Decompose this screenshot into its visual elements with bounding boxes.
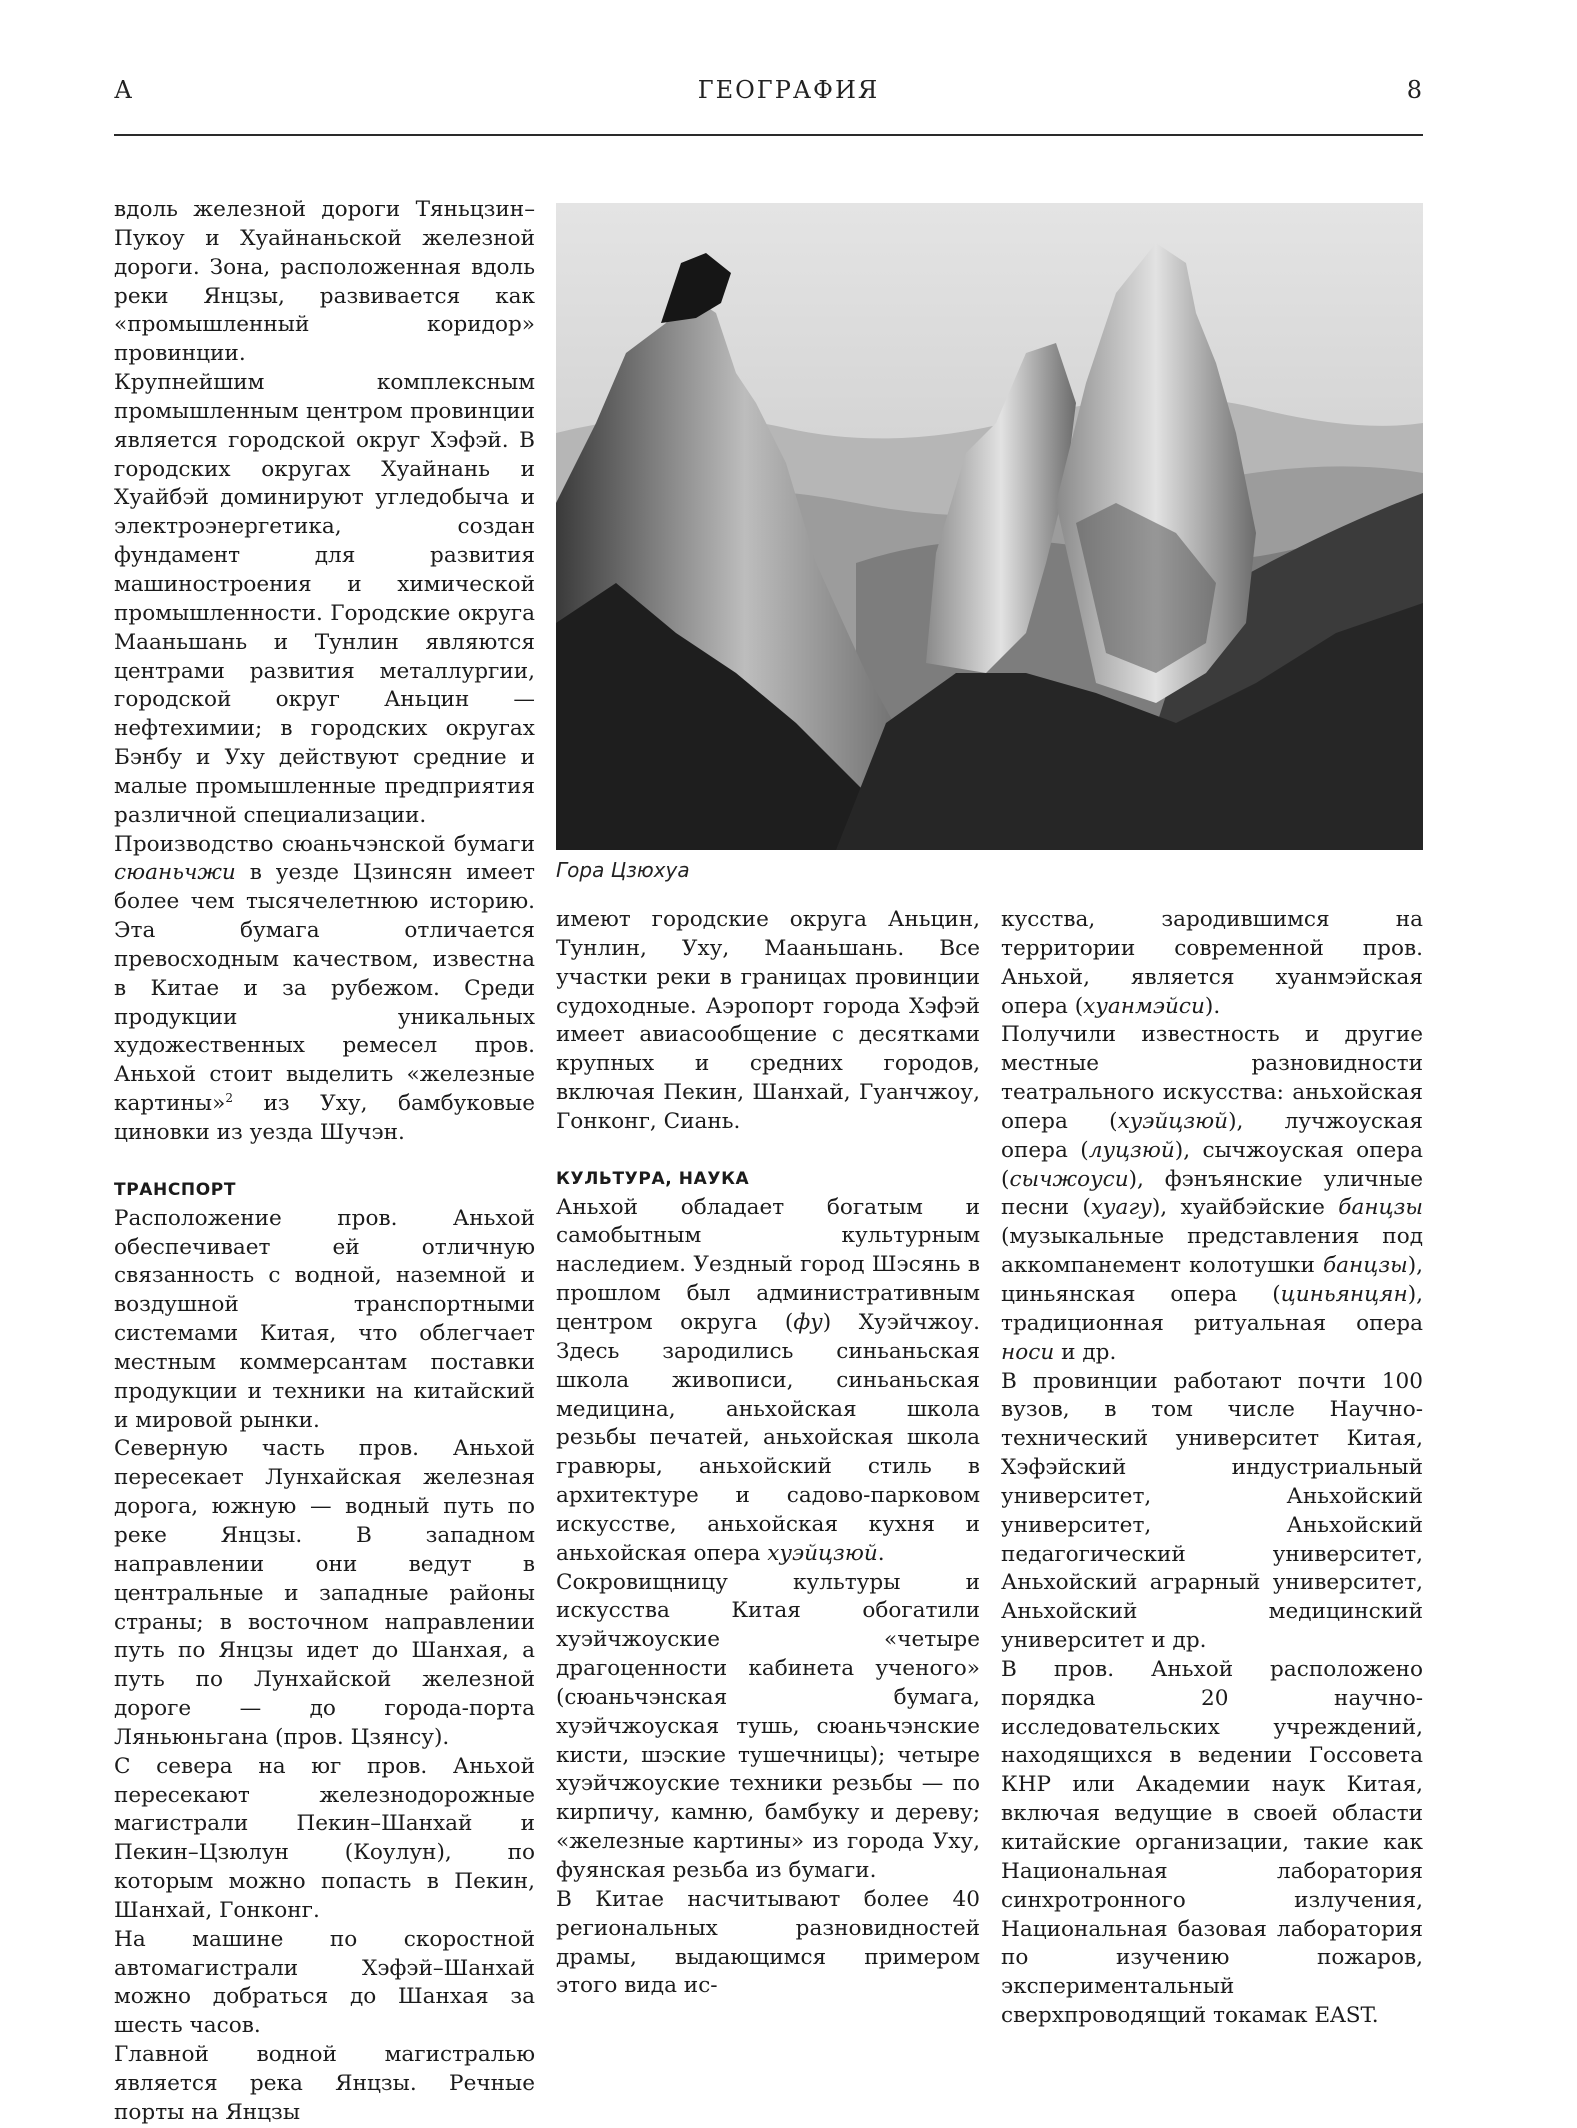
running-header-title: ГЕОГРАФИЯ xyxy=(697,76,880,104)
paragraph: С севера на юг пров. Аньхой пересекают железнодорожные магистрали Пекин–Шанхай и Пекин–Цзюлун (Коулун), по которым можно попасть в Пекин, Шанхай, Гонконг. xyxy=(114,1753,535,1923)
paragraph: Крупнейшим комплексным промышленным центром провинции является городской округ Хэфэй. В городских округах Хуайнань и Хуайбэй доминируют угледобыча и электроэнергетика, создан фундамент для развития машиностроения и химической промышленности. Городские округа Мааньшань и Тунлин являются центрами развития металлургии, городской округ Аньцин — нефтехимии; в городских округах Бэнбу и Уху действуют средние и малые промышленные предприятия различной специализации. xyxy=(114,370,535,828)
paragraph: В Китае насчитывают более 40 региональных разновидностей драмы, выдающимся примером этого вида ис- xyxy=(556,1886,980,1999)
section-heading-transport: ТРАНСПОРТ xyxy=(114,1179,237,1200)
header-rule xyxy=(114,134,1423,136)
text-column-2 xyxy=(556,906,980,2001)
text-column-3 xyxy=(1001,906,1423,2031)
paragraph: Получили известность и другие местные разновидности театрального искусства: аньхойская опера (хуэйцзюй), лучжоуская опера (луцзюй), сычжоуская опера (сычжоуси), фэнъянские уличные песни (хуагу), хуайбэйские банцзы (музыкальные представления под аккомпанемент колотушки банцзы), циньянская опера (циньянцян), традиционная ритуальная опера носи и др. xyxy=(1001,1022,1423,1365)
text-column-1 xyxy=(114,196,535,2128)
paragraph: На машине по скоростной автомагистрали Хэфэй–Шанхай можно добраться до Шанхая за шесть часов. xyxy=(114,1926,535,2039)
footnote-marker: 2 xyxy=(225,1090,233,1105)
photo-caption: Гора Цзюхуа xyxy=(556,858,690,882)
paragraph: имеют городские округа Аньцин, Тунлин, Уху, Мааньшань. Все участки реки в границах провинции судоходные. Аэропорт города Хэфэй имеет авиасообщение с десятками крупных и средних городов, включая Пекин, Шанхай, Гуанчжоу, Гонконг, Сиань. xyxy=(556,907,980,1134)
paragraph: Главной водной магистралью является река Янцзы. Речные порты на Янцзы xyxy=(114,2042,535,2125)
paragraph: кусства, зародившимся на территории современной пров. Аньхой, является хуанмэйская опера (хуанмэйси). xyxy=(1001,907,1423,1019)
section-heading-culture: КУЛЬТУРА, НАУКА xyxy=(556,1168,750,1189)
page-number: 8 xyxy=(1406,76,1423,104)
paragraph: Северную часть пров. Аньхой пересекает Лунхайская железная дорога, южную — водный путь по реке Янцзы. В западном направлении они ведут в центральные и западные районы страны; в восточном направлении путь по Янцзы идет до Шанхая, а путь по Лунхайской железной дороге — до города-порта Ляньюньгана (пров. Цзянсу). xyxy=(114,1436,535,1750)
paragraph: Расположение пров. Аньхой обеспечивает ей отличную связанность с водной, наземной и воздушной транспортными системами Китая, что облегчает местным коммерсантам поставки продукции и техники на китайский и мировой рынки. xyxy=(114,1205,535,1433)
running-header-letter: А xyxy=(114,76,134,104)
paragraph: Сокровищницу культуры и искусства Китая обогатили хуэйчжоуские «четыре драгоценности кабинета ученого» (сюаньчэнская бумага, хуэйчжоуская тушь, сюаньчэнские кисти, шэские тушечницы); четыре хуэйчжоуские техники резьбы — по кирпичу, камню, бамбуку и дереву; «железные картины» из города Уху, фуянская резьба из бумаги. xyxy=(556,1569,980,1883)
mountain-photo-illustration xyxy=(556,203,1423,850)
paragraph: Производство сюаньчэнской бумаги сюаньчжи в уезде Цзинсян имеет более чем тысячелетнюю историю. Эта бумага отличается превосходным качеством, известна в Китае и за рубежом. Среди продукции уникальных художественных ремесел пров. Аньхой стоит выделить «железные картины»$^2$ из Уху, бамбуковые циновки из уезда Шучэн. xyxy=(114,831,535,1145)
paragraph: В пров. Аньхой расположено порядка 20 научно-исследовательских учреждений, находящихся в ведении Госсовета КНР или Академии наук Китая, включая ведущие в своей области китайские организации, такие как Национальная лаборатория синхротронного излучения, Национальная базовая лаборатория по изучению пожаров, экспериментальный сверхпроводящий токамак EAST. xyxy=(1001,1656,1423,2029)
mountain-photo xyxy=(556,203,1423,850)
paragraph: Аньхой обладает богатым и самобытным культурным наследием. Уездный город Шэсянь в прошлом был административным центром округа (фу) Хуэйчжоу. Здесь зародились синьаньская школа живописи, синьаньская медицина, аньхойская школа резьбы печатей, аньхойская школа гравюры, аньхойский стиль в архитектуре и садово-парковом искусстве, аньхойская кухня и аньхойская опера хуэйцзюй. xyxy=(556,1194,980,1566)
paragraph: вдоль железной дороги Тяньцзин–Пукоу и Хуайнаньской железной дороги. Зона, расположенная вдоль реки Янцзы, развивается как «промышленный коридор» провинции. xyxy=(114,197,535,367)
paragraph: В провинции работают почти 100 вузов, в том числе Научно-технический университет Китая, Хэфэйский индустриальный университет, Аньхойский университет, Аньхойский педагогический университет, Аньхойский аграрный университет, Аньхойский медицинский университет и др. xyxy=(1001,1368,1423,1654)
